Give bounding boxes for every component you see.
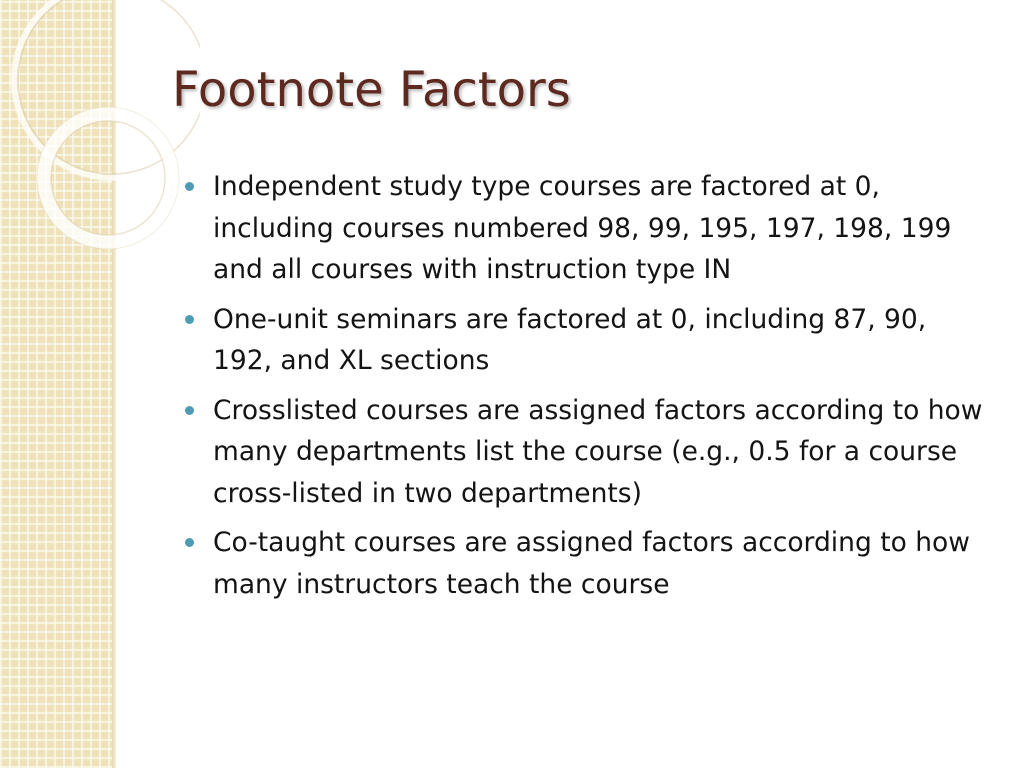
- bullet-item: [180, 299, 990, 382]
- bullet-item: [180, 166, 990, 291]
- dot-bullet-icon: [185, 315, 194, 324]
- dot-bullet-icon: [185, 182, 194, 191]
- bullet-text: Crosslisted courses are assigned factors according to how many departments list the course (e.g., 0.5 for a course cross-listed in two departments): [213, 394, 983, 509]
- bullet-text: One-unit seminars are factored at 0, including 87, 90, 192, and XL sections: [213, 303, 927, 376]
- dot-bullet-icon: [185, 406, 194, 415]
- bullet-list: [180, 166, 990, 613]
- bullet-item: [180, 522, 990, 605]
- decorative-rings: [0, 0, 200, 320]
- slide-title: Footnote Factors: [172, 62, 571, 118]
- bullet-text: Independent study type courses are factored at 0, including courses numbered 98, 99, 195, 197, 198, 199 and all courses with instruction type IN: [213, 171, 952, 285]
- dot-bullet-icon: [185, 538, 194, 547]
- bullet-text: Co-taught courses are assigned factors according to how many instructors teach the course: [213, 527, 970, 600]
- bullet-item: [180, 390, 990, 515]
